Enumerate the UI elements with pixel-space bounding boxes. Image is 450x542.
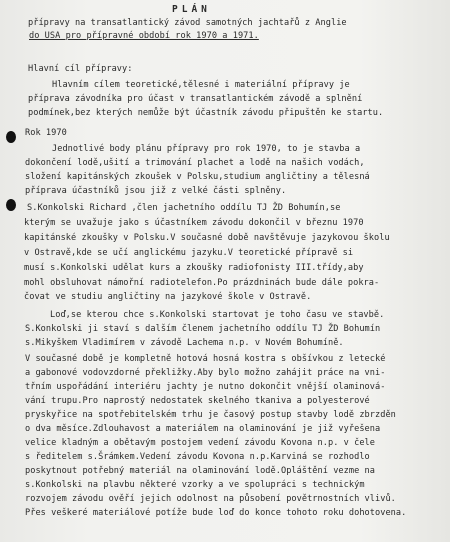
text-line: příprava závodníka pro účast v transatlantickém závodě a splnění [28,94,363,104]
goal-heading: Hlavní cíl přípravy: [28,64,133,74]
text-line: třním uspořádání interiéru jachty je nutno dokončit vnější olaminová- [25,382,386,392]
text-line: Loď,se kterou chce s.Konkolski startovat je toho času ve stavbě. [50,310,385,320]
text-line: kterým se uvažuje jako s účastníkem závodu dokončil v březnu 1970 [24,218,364,228]
text-line: a gabonové vodovzdorné překližky.Aby bylo možno zahájit práce na vni- [25,368,386,378]
text-line: velice kladným a obětavým postojem vedení závodu Kovona n.p. v čele [25,438,375,448]
text-line: s.Mikyškem Vladimírem v závodě Lachema n.p. v Novém Bohumíně. [25,338,344,348]
document-title: PLÁN [172,4,211,15]
text-line: složení kapitánských zkoušek v Polsku,studium angličtiny a tělesná [25,172,370,182]
text-line: musí s.Konkolski udělat kurs a zkoušky radiofonisty III.třídy,aby [24,263,364,273]
year-heading: Rok 1970 [25,128,67,138]
text-line: kapitánské zkoušky v Polsku.V současné době navštěvuje jazykovou školu [24,233,390,243]
text-line: příprava účastníků jsou již z velké části splněny. [25,186,287,196]
header-line-underlined: do USA pro přípravné období rok 1970 a 1971. [29,31,259,41]
text-line: Jednotlivé body plánu přípravy pro rok 1970, to je stavba a [52,144,361,154]
punch-hole [6,131,16,143]
text-line: V současné době je kompletně hotová hosná kostra s obšívkou z letecké [25,354,386,364]
text-line: Přes veškeré materiálové potíže bude loď do konce tohoto roku dohotovena. [25,508,407,518]
text-line: rozvojem závodu ověří jejich odolnost na působení povětrnostních vlivů. [25,494,396,504]
text-line: vání trupu.Pro naprostý nedostatek skelného tkaniva a polyesterové [25,396,370,406]
text-line: podmínek,bez kterých nemůže být účastník závodu připuštěn ke startu. [28,108,384,118]
text-line: S.Konkolski Richard ,člen jachetního oddílu TJ ŽD Bohumín,se [27,203,341,213]
text-line: dokončení lodě,ušití a trimování plachet a lodě na našich vodách, [25,158,365,168]
text-line: s ředitelem s.Šrámkem.Vedení závodu Kovona n.p.Karviná se rozhodlo [25,452,370,462]
text-line: poskytnout potřebný materiál na olaminování lodě.Opláštění vezme na [25,466,375,476]
header-line: přípravy na transatlantický závod samotných jachtařů z Anglie [28,18,347,28]
text-line: pryskyřice na spotřebitelském trhu je časový postup stavby lodě zbrzděn [25,410,396,420]
punch-hole [6,199,16,211]
text-line: čovat ve studiu angličtiny na jazykové škole v Ostravě. [24,292,312,302]
text-line: mohl obsluhovat námořní radiotelefon.Po prázdninách bude dále pokra- [24,278,380,288]
text-line: v Ostravě,kde se učí anglickému jazyku.V teoretické přípravě si [24,248,354,258]
text-line: s.Konkolski na plavbu některé vzorky a ve spolupráci s technickým [25,480,365,490]
text-line: Hlavním cílem teoretické,tělesné i materiální přípravy je [52,80,350,90]
text-line: o dva měsíce.Zdlouhavost a materiálem na olaminování je již vyřešena [25,424,381,434]
text-line: S.Konkolski ji staví s dalším členem jachetního oddílu TJ ŽD Bohumín [25,324,381,334]
